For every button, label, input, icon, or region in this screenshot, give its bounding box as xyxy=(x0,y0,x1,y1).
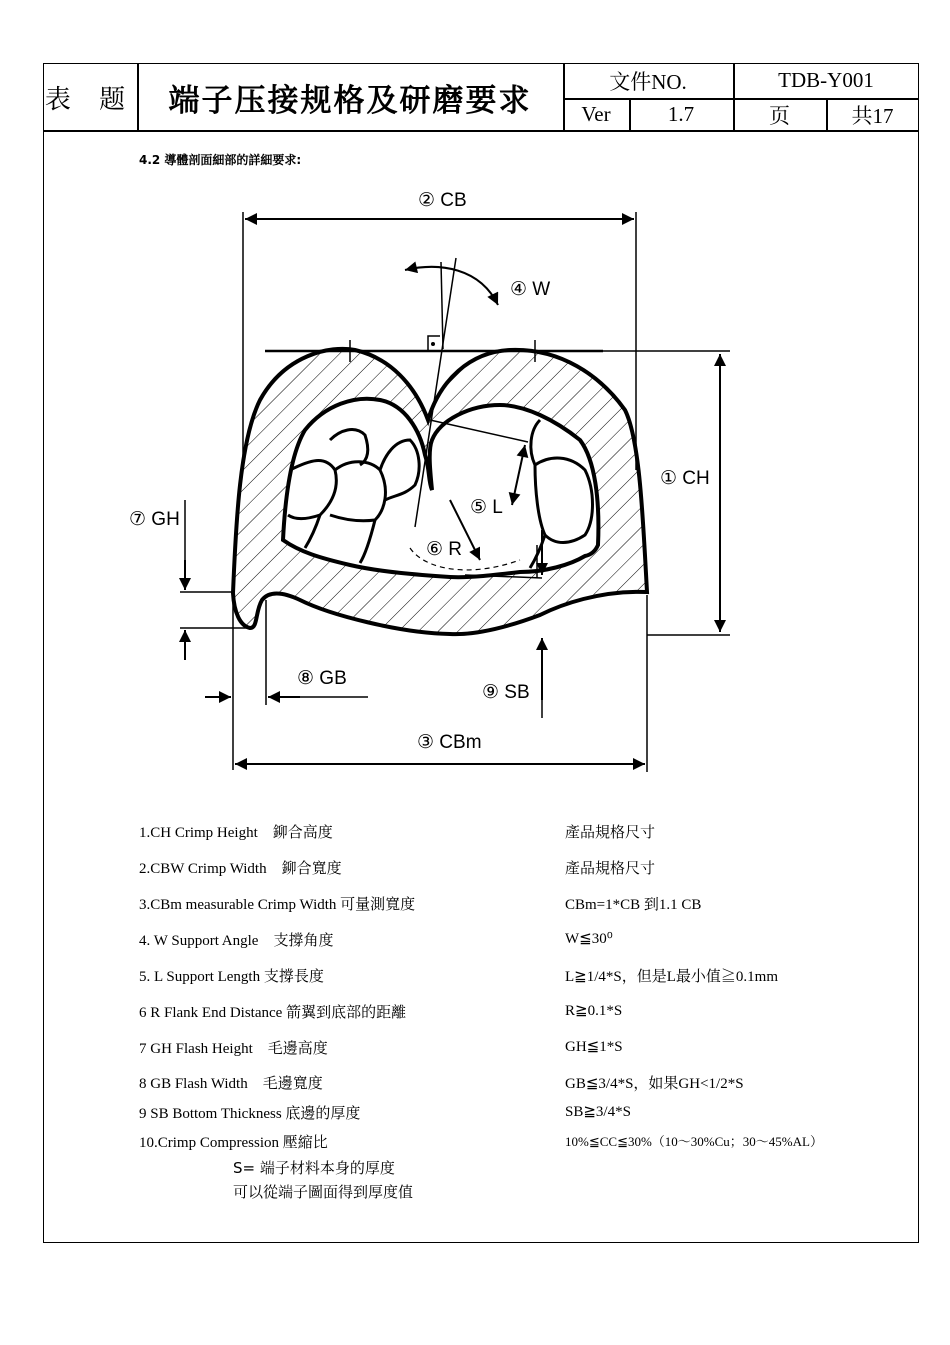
label-cbm: ③ CBm xyxy=(417,732,482,753)
spec-name: 7 GH Flash Height 毛邊高度 xyxy=(139,1041,328,1057)
label-ch: ① CH xyxy=(660,468,710,489)
label-sb: ⑨ SB xyxy=(482,682,530,703)
label-cb: ② CB xyxy=(418,190,467,211)
spec-name: 2.CBW Crimp Width 鉚合寬度 xyxy=(139,861,342,877)
doc-number-value: TDB-Y001 xyxy=(778,68,874,92)
spec-name: 4. W Support Angle 支撐角度 xyxy=(139,933,334,949)
spec-name: 10.Crimp Compression 壓縮比 xyxy=(139,1135,328,1151)
label-w: ④ W xyxy=(510,279,551,300)
spec-value: CBm=1*CB 到1.1 CB xyxy=(565,897,702,913)
spec-value: L≧1/4*S，但是L最小值≧0.1mm xyxy=(565,969,778,985)
label-gh: ⑦ GH xyxy=(129,509,180,530)
version-value: 1.7 xyxy=(667,102,695,126)
document-title: 端子压接规格及研磨要求 xyxy=(168,82,532,119)
spec-value: GB≦3/4*S，如果GH<1/2*S xyxy=(565,1076,744,1092)
page-total: 共17 xyxy=(851,103,894,128)
spec-value: 產品規格尺寸 xyxy=(565,825,656,841)
spec-name: 6 R Flank End Distance 箭翼到底部的距離 xyxy=(139,1005,407,1021)
spec-name: 5. L Support Length 支撐長度 xyxy=(139,969,324,985)
label-gb: ⑧ GB xyxy=(297,668,347,689)
spec-value: 10%≦CC≦30%（10～30%Cu；30～45%AL） xyxy=(565,1134,823,1149)
spec-value: W≦30⁰ xyxy=(565,931,613,947)
spec-value: SB≧3/4*S xyxy=(565,1104,631,1120)
spec-name: 9 SB Bottom Thickness 底邊的厚度 xyxy=(139,1106,361,1122)
section-heading: 4.2 導體剖面細部的詳細要求: xyxy=(139,153,302,167)
spec-name: 8 GB Flash Width 毛邊寬度 xyxy=(139,1076,323,1092)
spec-value: 產品規格尺寸 xyxy=(565,861,656,877)
spec-name: 1.CH Crimp Height 鉚合高度 xyxy=(139,825,333,841)
label-l: ⑤ L xyxy=(470,497,503,518)
note-line: 可以從端子圖面得到厚度值 xyxy=(233,1183,414,1201)
version-label: Ver xyxy=(581,102,611,126)
spec-name: 3.CBm measurable Crimp Width 可量測寬度 xyxy=(139,897,416,913)
spec-value: R≧0.1*S xyxy=(565,1003,623,1019)
page-label: 页 xyxy=(769,103,790,128)
spec-value: GH≦1*S xyxy=(565,1039,623,1055)
label-r: ⑥ R xyxy=(426,539,463,560)
doc-number-label: 文件NO. xyxy=(609,69,687,94)
note-line: S= 端子材料本身的厚度 xyxy=(233,1159,395,1177)
title-label: 表 题 xyxy=(44,84,136,115)
